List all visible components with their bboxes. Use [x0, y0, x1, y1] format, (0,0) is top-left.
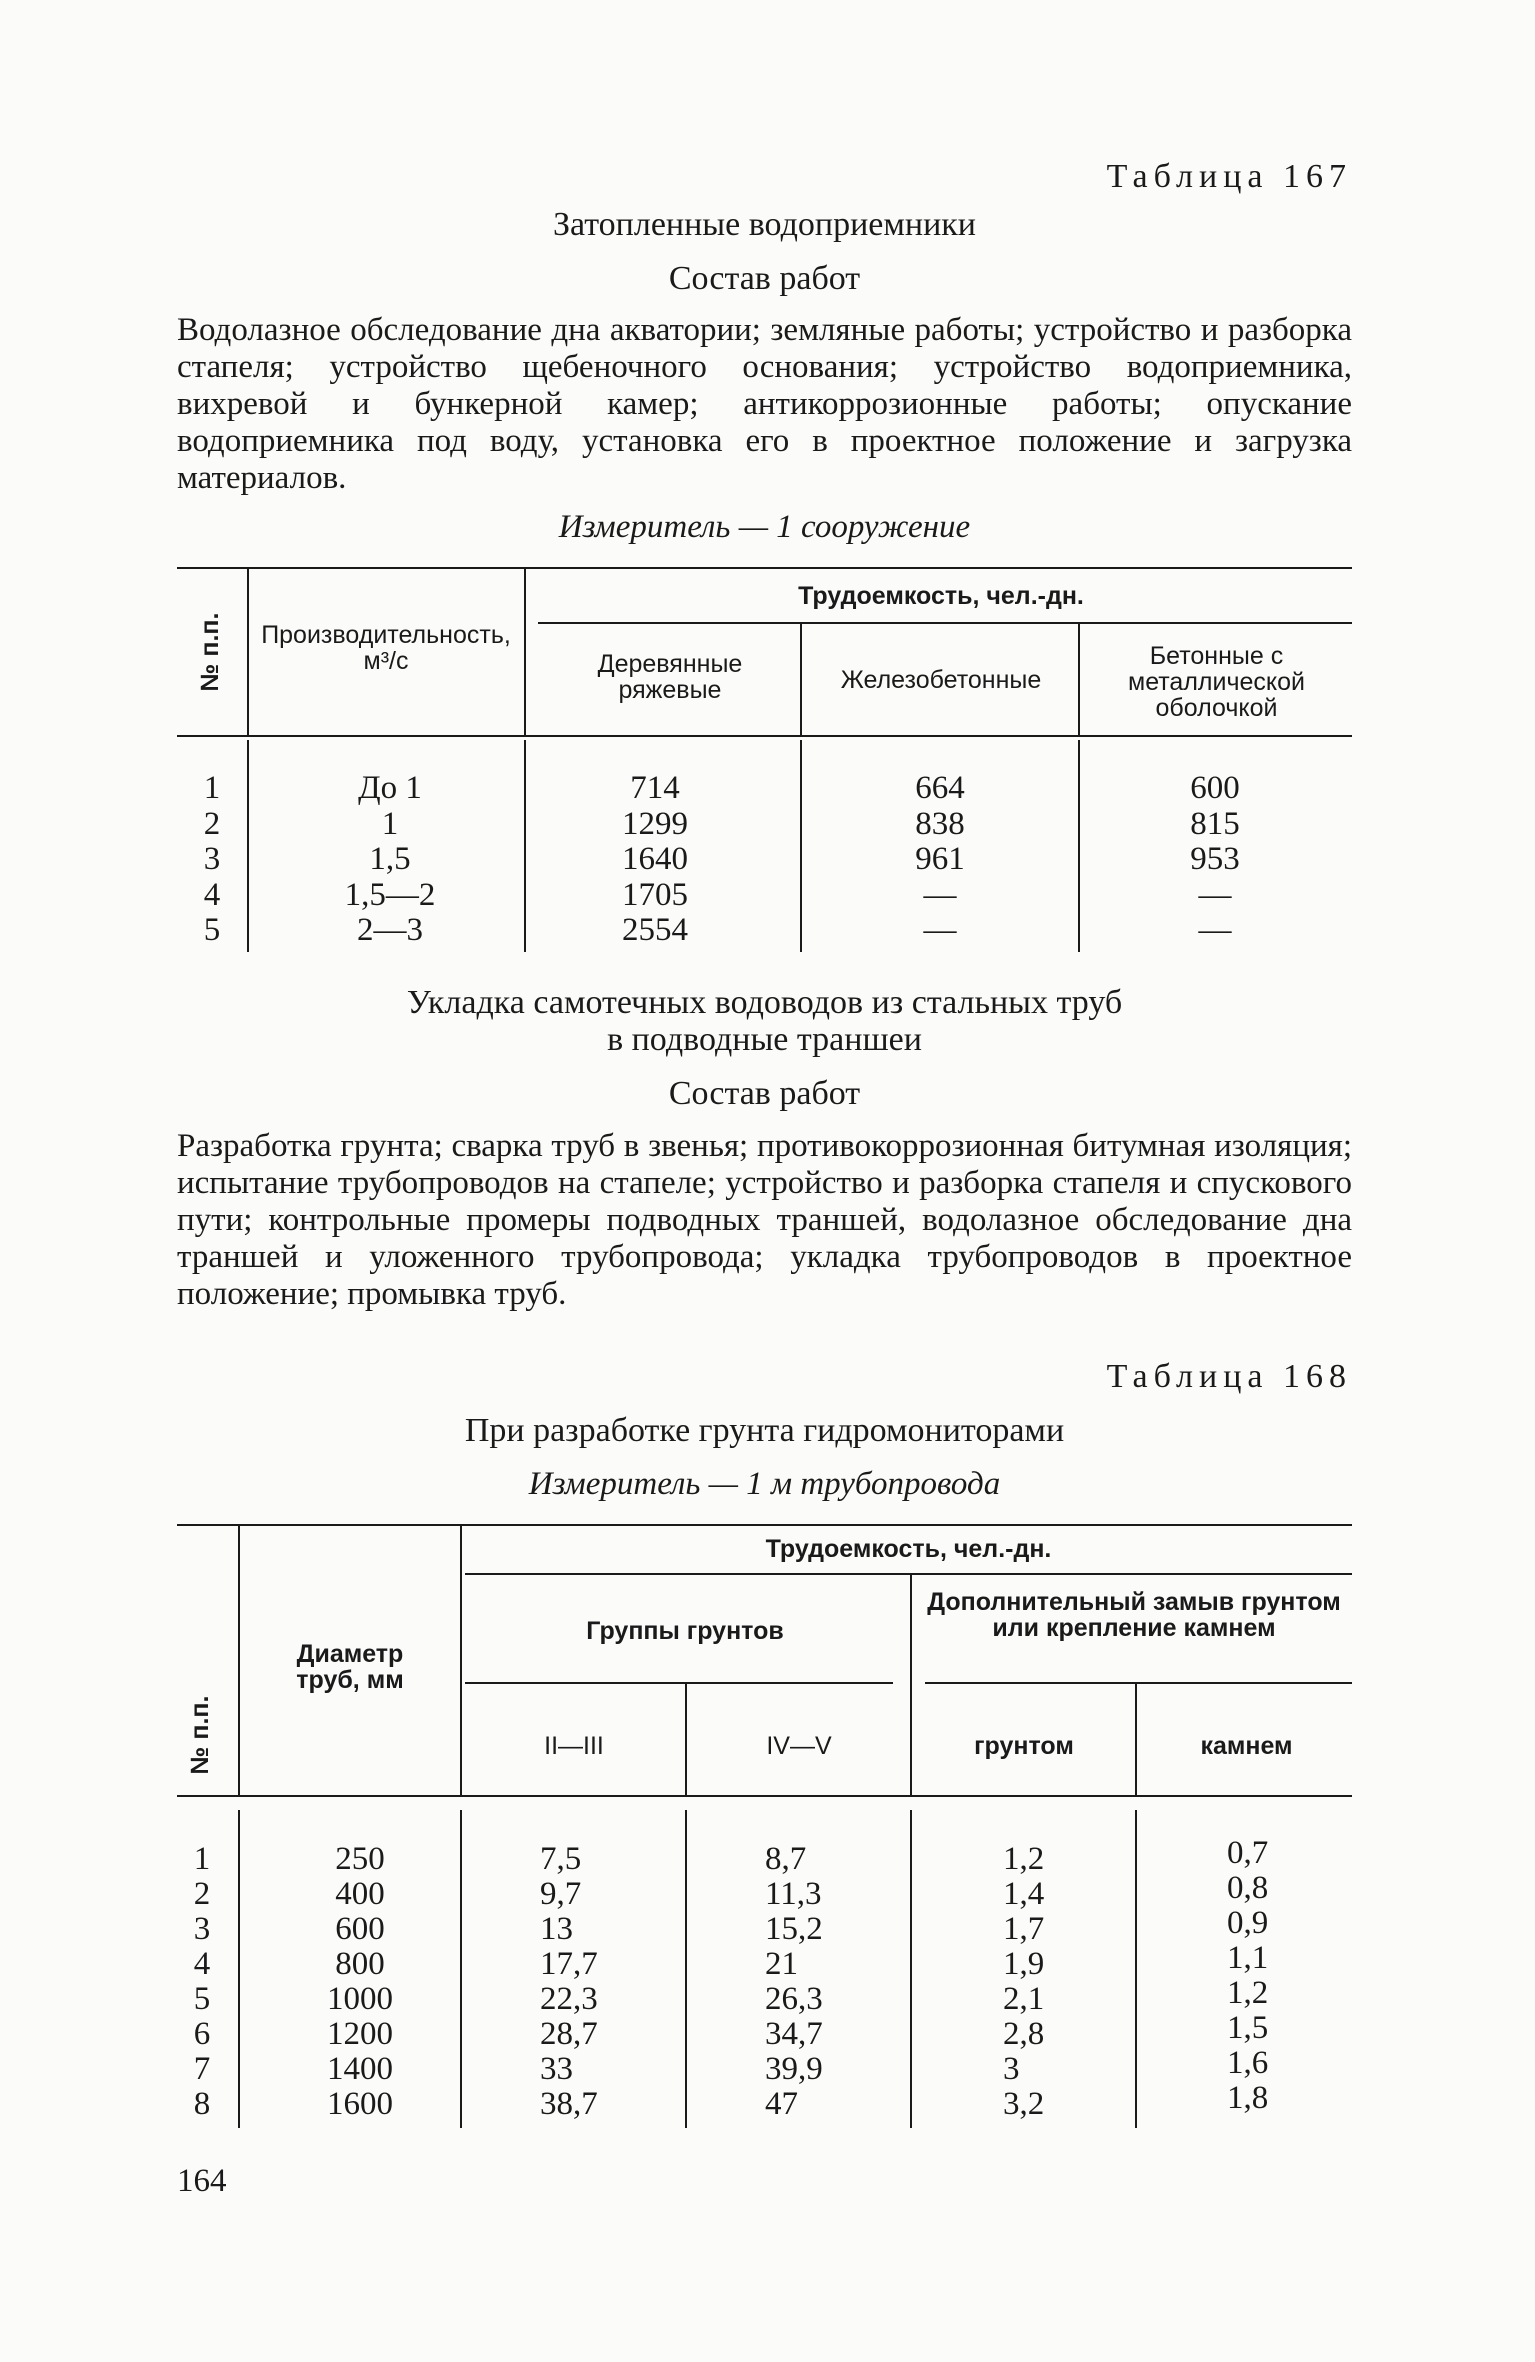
table-167-label: Таблица 167 — [1106, 158, 1352, 195]
measure-2: Измеритель — 1 м трубопровода — [528, 1466, 1001, 1502]
table-cell: 21 — [765, 1946, 798, 1982]
table-cell: 1,4 — [1003, 1876, 1045, 1912]
composition-heading-1: Состав работ — [668, 260, 861, 297]
column-num — [192, 771, 232, 949]
table-cell: 953 — [1190, 841, 1240, 877]
column-capacity — [300, 771, 480, 949]
table-cell: 47 — [765, 2086, 798, 2122]
table-cell: 1,5—2 — [344, 876, 436, 913]
table-cell: — — [1198, 876, 1232, 913]
column-num-2 — [182, 1842, 222, 2122]
table-cell: 4 — [203, 876, 221, 913]
table-cell: 2 — [193, 1876, 211, 1912]
header-diameter: Диаметр труб, мм — [296, 1640, 404, 1694]
table-cell: 0,9 — [1227, 1905, 1269, 1941]
column-soil — [1003, 1842, 1103, 2122]
table-cell: 1400 — [327, 2051, 393, 2087]
table-cell: 38,7 — [540, 2086, 598, 2122]
table-cell: 22,3 — [540, 1981, 598, 2017]
table-cell: 2 — [203, 805, 221, 842]
section-2-title-line1: Укладка самотечных водоводов из стальных труб — [406, 984, 1123, 1021]
column-stone — [1227, 1836, 1327, 2116]
header-labor-2: Трудоемкость, чел.-дн. — [765, 1535, 1052, 1563]
header-labor: Трудоемкость, чел.-дн. — [798, 582, 1084, 610]
table-cell: 714 — [630, 770, 680, 806]
table-cell: 1299 — [622, 805, 688, 842]
header-wood: Деревянные ряжевые — [597, 650, 743, 704]
table-cell: 2,1 — [1003, 1981, 1045, 2017]
table-cell: 1 — [381, 805, 399, 842]
table-cell: 0,7 — [1227, 1835, 1269, 1871]
table-cell: 3 — [203, 841, 221, 877]
table-cell: 1200 — [327, 2016, 393, 2052]
table-cell: 8 — [193, 2086, 211, 2122]
table-cell: 2554 — [622, 912, 688, 948]
table-cell: 2,8 — [1003, 2016, 1045, 2052]
table-cell: 1,5 — [369, 841, 411, 877]
table-cell: 28,7 — [540, 2016, 598, 2052]
section-2-title-line2: в подводные траншеи — [607, 1021, 922, 1058]
table-cell: 961 — [915, 841, 965, 877]
page-number: 164 — [177, 2163, 227, 2199]
table-cell: 3 — [193, 1911, 211, 1947]
composition-heading-2: Состав работ — [668, 1075, 861, 1112]
table-cell: 39,9 — [765, 2051, 823, 2087]
table-cell: 4 — [193, 1946, 211, 1982]
table-cell: 1,9 — [1003, 1946, 1045, 1982]
table-cell: 6 — [193, 2016, 211, 2052]
header-extra: Дополнительный замыв грунтом или крепление камнем — [927, 1588, 1341, 1642]
header-num-2: № п.п. — [186, 1695, 214, 1775]
table-cell: 1,8 — [1227, 2080, 1269, 2116]
table-168-title: При разработке грунта гидромониторами — [464, 1412, 1065, 1449]
table-cell: 3,2 — [1003, 2086, 1045, 2122]
table-cell: 815 — [1190, 805, 1240, 842]
table-cell: 600 — [335, 1911, 385, 1947]
header-num: № п.п. — [196, 612, 224, 692]
table-cell: 1,2 — [1003, 1841, 1045, 1877]
table-cell: 1 — [193, 1841, 211, 1877]
header-group-2: IV—V — [766, 1732, 832, 1760]
table-cell: 11,3 — [765, 1876, 822, 1912]
table-cell: 600 — [1190, 770, 1240, 806]
header-soil: грунтом — [974, 1732, 1074, 1760]
table-cell: 400 — [335, 1876, 385, 1912]
table-cell: 664 — [915, 770, 965, 806]
table-cell: 1705 — [622, 876, 688, 913]
column-group-1 — [540, 1842, 650, 2122]
table-cell: 33 — [540, 2051, 573, 2087]
table-cell: 17,7 — [540, 1946, 598, 1982]
table-cell: 1000 — [327, 1981, 393, 2017]
table-cell: 7 — [193, 2051, 211, 2087]
table-cell: До 1 — [358, 770, 422, 806]
composition-text-1: Водолазное обследование дна акватории; земляные работы; устройство и разборка стапеля; устройство щебеночного основания; устройство водоприемника, вихревой и бункерной камер; антикоррозионные работы; опускание водоприемника под воду, установка его в проектное положение и загрузка материалов. — [177, 312, 1352, 496]
header-capacity: Производительность, м³/с — [261, 621, 511, 675]
table-cell: 15,2 — [765, 1911, 823, 1947]
table-cell: 1600 — [327, 2086, 393, 2122]
table-cell: 8,7 — [765, 1841, 807, 1877]
composition-text-2: Разработка грунта; сварка труб в звенья; противокоррозионная битумная изоляция; испытание трубопроводов на стапеле; устройство и разборка стапеля и спускового пути; контрольные промеры подводных траншей, водолазное обследование дна траншей и уложенного трубопровода; укладка трубопроводов в проектное положение; промывка труб. — [177, 1128, 1352, 1312]
column-group-2 — [765, 1842, 875, 2122]
column-concrete — [1140, 771, 1290, 949]
header-stone: камнем — [1200, 1732, 1293, 1760]
table-cell: 1 — [203, 770, 221, 806]
table-cell: 5 — [193, 1981, 211, 2017]
table-cell: 5 — [203, 912, 221, 948]
header-group-1: II—III — [544, 1732, 604, 1760]
table-cell: 34,7 — [765, 2016, 823, 2052]
header-rc: Железобетонные — [840, 666, 1042, 694]
table-168-label: Таблица 168 — [1106, 1358, 1352, 1395]
header-groups: Группы грунтов — [586, 1617, 784, 1645]
table-cell: 0,8 — [1227, 1870, 1269, 1906]
table-cell: 9,7 — [540, 1876, 582, 1912]
table-cell: 7,5 — [540, 1841, 582, 1877]
table-cell: 3 — [1003, 2051, 1020, 2087]
table-cell: 250 — [335, 1841, 385, 1877]
table-cell: 1,5 — [1227, 2010, 1269, 2046]
column-diameter — [290, 1842, 430, 2122]
table-cell: — — [923, 876, 957, 913]
table-cell: 13 — [540, 1911, 573, 1947]
table-cell: 1,6 — [1227, 2045, 1269, 2081]
table-cell: 2—3 — [357, 912, 423, 948]
table-cell: 800 — [335, 1946, 385, 1982]
column-wood — [580, 771, 730, 949]
table-cell: 1,1 — [1227, 1940, 1269, 1976]
table-cell: 1,2 — [1227, 1975, 1269, 2011]
table-cell: — — [1198, 912, 1232, 948]
header-concrete: Бетонные с металлической оболочкой — [1128, 642, 1305, 722]
table-167-title: Затопленные водоприемники — [553, 206, 976, 243]
table-cell: 1,7 — [1003, 1911, 1045, 1947]
table-cell: 26,3 — [765, 1981, 823, 2017]
measure-1: Измеритель — 1 сооружение — [558, 509, 971, 545]
table-cell: — — [923, 912, 957, 948]
table-cell: 838 — [915, 805, 965, 842]
column-rc — [860, 771, 1020, 949]
table-cell: 1640 — [622, 841, 688, 877]
